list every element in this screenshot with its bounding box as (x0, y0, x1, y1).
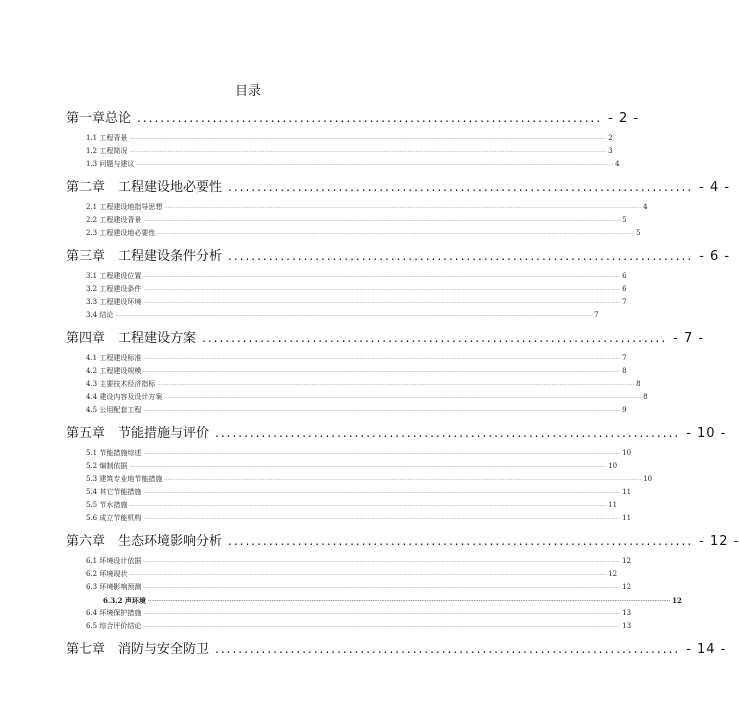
section-page-number: 10 (608, 462, 618, 470)
section-title: 5.1 节能措施综述 (86, 449, 142, 457)
section-title: 1.2 工程简况 (86, 147, 128, 155)
toc-chapter-entry[interactable] (66, 242, 731, 264)
section-title: 4.4 建设内容及设计方案 (86, 393, 163, 401)
section-page-number: 6 (622, 285, 627, 293)
chapter-page-number: - 14 - (686, 642, 727, 657)
toc-section-entry[interactable] (86, 212, 627, 225)
toc-chapter-entry[interactable] (66, 527, 739, 549)
section-page-number: 8 (622, 367, 627, 375)
section-title: 6.1 环境设计依据 (86, 557, 142, 565)
chapter-title: 第一章总论 (66, 111, 132, 126)
toc-section-entry[interactable] (86, 307, 599, 320)
toc-section-entry[interactable] (86, 458, 618, 471)
section-title: 5.4 其它节能措施 (86, 488, 142, 496)
section-title: 2.3 工程建设地必要性 (86, 229, 156, 237)
toc-chapter-entry[interactable] (66, 104, 640, 126)
section-title: 4.5 公用配套工程 (86, 406, 142, 414)
section-page-number: 3 (608, 147, 613, 155)
section-title: 6.5 综合评价结论 (86, 622, 142, 630)
section-title: 3.4 结论 (86, 311, 114, 319)
toc-section-entry[interactable] (86, 402, 627, 415)
chapter-title: 第二章 工程建设地必要性 (66, 180, 223, 195)
section-title: 1.1 工程背景 (86, 134, 128, 142)
section-title: 2.1 工程建设地指导思想 (86, 203, 163, 211)
toc-section-entry[interactable] (86, 268, 627, 281)
toc-section-entry[interactable] (86, 566, 618, 579)
toc-section-entry[interactable] (86, 553, 632, 566)
chapter-page-number: - 12 - (699, 534, 739, 549)
dot-leader: ................................................................................ (215, 426, 681, 440)
section-title: 3.3 工程建设环境 (86, 298, 142, 306)
toc-section-entry[interactable] (86, 471, 653, 484)
section-page-number: 11 (622, 514, 632, 522)
section-page-number: 5 (636, 229, 641, 237)
section-page-number: 10 (622, 449, 632, 457)
section-page-number: 4 (643, 203, 648, 211)
dot-leader: ............................................................................................................................................................................................................................................................................................................ (143, 299, 621, 305)
chapter-title: 第七章 消防与安全防卫 (66, 642, 210, 657)
toc-chapter-entry[interactable] (66, 324, 705, 346)
toc-section-entry[interactable] (86, 156, 620, 169)
section-page-number: 11 (622, 488, 632, 496)
section-title: 4.1 工程建设标准 (86, 354, 142, 362)
toc-section-entry[interactable] (86, 350, 627, 363)
toc-chapter-entry[interactable] (66, 173, 731, 195)
section-page-number: 7 (622, 298, 627, 306)
toc-section-entry[interactable] (86, 199, 648, 212)
section-title: 1.3 问题与建议 (86, 160, 135, 168)
toc-section-entry[interactable] (103, 592, 682, 605)
dot-leader: ............................................................................................................................................................................................................................................................................................................ (143, 515, 621, 521)
dot-leader: ............................................................................................................................................................................................................................................................................................................ (147, 597, 671, 603)
section-page-number: 13 (622, 622, 632, 630)
section-title: 6.3.2 声环境 (103, 596, 146, 605)
dot-leader: ............................................................................................................................................................................................................................................................................................................ (143, 584, 621, 590)
dot-leader: ............................................................................................................................................................................................................................................................................................................ (143, 286, 621, 292)
section-title: 5.3 建筑专业地节能措施 (86, 475, 163, 483)
dot-leader: ............................................................................................................................................................................................................................................................................................................ (164, 204, 642, 210)
toc-section-entry[interactable] (86, 445, 632, 458)
dot-leader: ............................................................................................................................................................................................................................................................................................................ (143, 368, 621, 374)
toc-section-entry[interactable] (86, 389, 648, 402)
chapter-title: 第五章 节能措施与评价 (66, 426, 210, 441)
toc-section-list (0, 553, 682, 631)
section-title: 2.2 工程建设背景 (86, 216, 142, 224)
toc-section-entry[interactable] (86, 618, 632, 631)
dot-leader: ............................................................................................................................................................................................................................................................................................................ (143, 610, 621, 616)
chapter-title: 第四章 工程建设方案 (66, 331, 197, 346)
section-title: 6.3 环境影响预测 (86, 583, 142, 591)
chapter-page-number: - 10 - (686, 426, 727, 441)
dot-leader: ............................................................................................................................................................................................................................................................................................................ (143, 450, 621, 456)
section-title: 5.6 成立节能机构 (86, 514, 142, 522)
toc-section-entry[interactable] (86, 579, 632, 592)
dot-leader: ............................................................................................................................................................................................................................................................................................................ (157, 381, 635, 387)
dot-leader: ................................................................................ (228, 180, 694, 194)
section-page-number: 7 (622, 354, 627, 362)
dot-leader: ............................................................................................................................................................................................................................................................................................................ (129, 463, 607, 469)
dot-leader: ............................................................................................................................................................................................................................................................................................................ (143, 407, 621, 413)
section-page-number: 12 (622, 557, 632, 565)
toc-section-list (0, 199, 648, 238)
dot-leader: ................................................................................ (202, 331, 668, 345)
toc-section-list (0, 268, 627, 320)
section-page-number: 2 (608, 134, 613, 142)
dot-leader: ................................................................................ (228, 534, 694, 548)
chapter-title: 第六章 生态环境影响分析 (66, 534, 223, 549)
section-page-number: 6 (622, 272, 627, 280)
toc-chapter-entry[interactable] (66, 419, 727, 441)
section-title: 3.1 工程建设位置 (86, 272, 142, 280)
toc-section-entry[interactable] (86, 294, 627, 307)
dot-leader: ............................................................................................................................................................................................................................................................................................................ (157, 230, 635, 236)
dot-leader: ............................................................................................................................................................................................................................................................................................................ (136, 161, 614, 167)
section-page-number: 12 (622, 583, 632, 591)
toc-section-list (0, 130, 620, 169)
chapter-page-number: - 2 - (608, 111, 640, 126)
dot-leader: ............................................................................................................................................................................................................................................................................................................ (143, 489, 621, 495)
dot-leader: ............................................................................................................................................................................................................................................................................................................ (129, 502, 607, 508)
chapter-title: 第三章 工程建设条件分析 (66, 249, 223, 264)
dot-leader: ............................................................................................................................................................................................................................................................................................................ (143, 558, 621, 564)
dot-leader: ............................................................................................................................................................................................................................................................................................................ (129, 571, 607, 577)
section-page-number: 10 (643, 475, 653, 483)
toc-section-entry[interactable] (86, 363, 627, 376)
section-title: 4.3 主要技术经济指标 (86, 380, 156, 388)
dot-leader: ............................................................................................................................................................................................................................................................................................................ (143, 623, 621, 629)
toc-section-entry[interactable] (86, 484, 632, 497)
toc-section-entry[interactable] (86, 376, 641, 389)
toc-section-entry[interactable] (86, 143, 613, 156)
section-page-number: 12 (672, 596, 682, 605)
section-title: 4.2 工程建设规模 (86, 367, 142, 375)
toc-section-list (0, 350, 648, 415)
section-page-number: 12 (608, 570, 618, 578)
section-page-number: 11 (608, 501, 618, 509)
dot-leader: ................................................................................ (215, 642, 681, 656)
dot-leader: ............................................................................................................................................................................................................................................................................................................ (129, 148, 607, 154)
section-title: 3.2 工程建设条件 (86, 285, 142, 293)
chapter-page-number: - 4 - (699, 180, 731, 195)
section-page-number: 4 (615, 160, 620, 168)
section-page-number: 8 (636, 380, 641, 388)
dot-leader: ................................................................................ (137, 111, 603, 125)
section-page-number: 8 (643, 393, 648, 401)
chapter-page-number: - 6 - (699, 249, 731, 264)
section-page-number: 9 (622, 406, 627, 414)
toc-section-entry[interactable] (86, 605, 632, 618)
toc-section-entry[interactable] (86, 510, 632, 523)
dot-leader: ............................................................................................................................................................................................................................................................................................................ (164, 394, 642, 400)
dot-leader: ................................................................................ (228, 249, 694, 263)
toc-section-entry[interactable] (86, 130, 613, 143)
section-title: 5.5 节水措施 (86, 501, 128, 509)
dot-leader: ............................................................................................................................................................................................................................................................................................................ (143, 355, 621, 361)
table-of-contents (0, 104, 739, 657)
toc-chapter-entry[interactable] (66, 635, 727, 657)
section-page-number: 13 (622, 609, 632, 617)
section-page-number: 7 (594, 311, 599, 319)
toc-title: 目录 (234, 84, 261, 99)
dot-leader: ............................................................................................................................................................................................................................................................................................................ (143, 273, 621, 279)
toc-section-entry[interactable] (86, 225, 641, 238)
toc-section-entry[interactable] (86, 281, 627, 294)
toc-section-entry[interactable] (86, 497, 618, 510)
section-title: 6.4 环境保护措施 (86, 609, 142, 617)
section-title: 5.2 编制依据 (86, 462, 128, 470)
dot-leader: ............................................................................................................................................................................................................................................................................................................ (143, 217, 621, 223)
section-page-number: 5 (622, 216, 627, 224)
section-title: 6.2 环境现状 (86, 570, 128, 578)
dot-leader: ............................................................................................................................................................................................................................................................................................................ (164, 476, 642, 482)
dot-leader: ............................................................................................................................................................................................................................................................................................................ (129, 135, 607, 141)
dot-leader: ............................................................................................................................................................................................................................................................................................................ (115, 312, 593, 318)
toc-section-list (0, 445, 653, 523)
chapter-page-number: - 7 - (673, 331, 705, 346)
